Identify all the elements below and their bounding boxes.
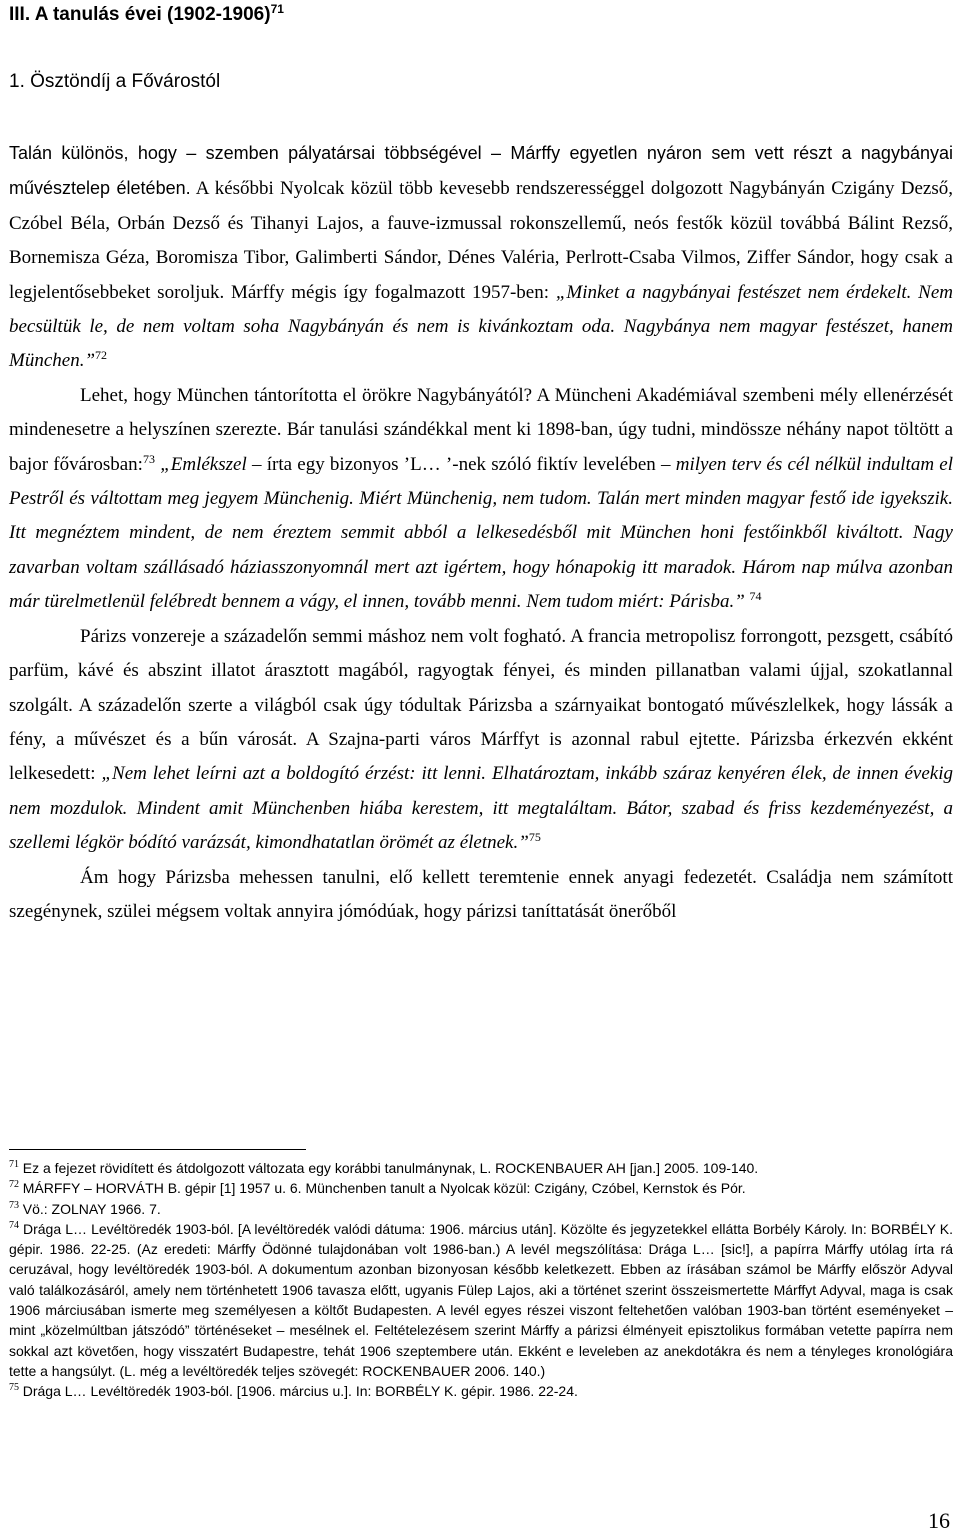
quote-emlekszel: „Emlékszel bbox=[154, 453, 247, 475]
page-number: 16 bbox=[928, 1508, 950, 1533]
footnotes bbox=[9, 1159, 953, 1403]
quote-marffy-1957: „Minket a nagybányai festészet nem érdekelt. Nem becsültük le, de nem voltam soha Nagybányán és nem is kivánkoztam oda. Nagybánya nem magyar festészet, hanem München.” bbox=[9, 281, 953, 372]
paragraph-2-body: Lehet, hogy München tántorította el örökre Nagybányától? A Müncheni Akadémiával szembeni mély ellenérzését mindenesetre a helyszínen szerezte. Bár tanulási szándékkal ment ki 1898-ban, úgy tudni, mindössze néhány napot töltött a bajor fővárosban: bbox=[9, 384, 953, 475]
chapter-title bbox=[9, 2, 284, 28]
chapter-footnote-ref: 71 bbox=[270, 2, 284, 16]
footnote-text: MÁRFFY ‒ HORVÁTH B. gépir [1] 1957 u. 6. Münchenben tanult a Nyolcak közül: Czigány, Czóbel, Kernstok és Pór. bbox=[22, 1180, 746, 1197]
footnote-text: Vö.: ZOLNAY 1966. 7. bbox=[22, 1200, 161, 1217]
quote-letter-munich: milyen terv és cél nélkül indultam el Pestről és váltottam meg jegyem Münchenig. Miért Münchenig, nem tudom. Talán mert minden magyar festő ide igyekszik. Itt megnéztem mindent, de nem éreztem semmit abból a lelkesedésből mit München honi festőinkből kiváltott. Nagy zavarban voltam szállásadó háziasszonyomnál mert azt igértem, hogy hónapokig itt maradok. Három nap múlva azonban már türelmetlenül felébredt bennem a vágy, el innen, tovább menni. Nem tudom miért: Párisba.” bbox=[9, 453, 953, 613]
footnote-74 bbox=[9, 1220, 953, 1382]
footnote-number: 73 bbox=[9, 1199, 19, 1211]
paragraph-1-lead: Talán különös, hogy ‒ szemben pályatársai többségével ‒ Márffy egyetlen nyáron sem vett részt a nagybányai művésztelep életében. bbox=[9, 143, 953, 199]
paragraph-3 bbox=[9, 620, 953, 861]
chapter-title-text: III. A tanulás évei (1902-1906) bbox=[9, 4, 271, 25]
paragraph-2 bbox=[9, 379, 953, 620]
paragraph-4: Ám hogy Párizsba mehessen tanulni, elő kellett teremtenie ennek anyagi fedezetét. Családja nem számított szegénynek, szülei mégsem voltak annyira jómódúak, hogy párizsi taníttatását önerőből bbox=[9, 866, 953, 922]
footnote-text: Drága L… Levéltöredék 1903-ból. [A levéltöredék valódi dátuma: 1906. március után]. Közölte és jegyzetekkel ellátta Borbély Károly. In: BORBÉLY K. gépir. 1986. 22-25. (Az eredeti: Márffy Ödönné tulajdonában volt 1986-ban.) A levél megszólítása: Drága L… [sic!], a papírra Márffy utólag írta rá ceruzával, hogy levéltöredék 1903-ból. A dokumentum azonban bizonyosan később keletkezett. Ebben az írásában számol be Márffy először Adyval való találkozásáról, amely nem történhetett 1906 tavasza előtt, ugyanis Fülep Lajos, aki a történet szerint összeismertette Márffyt Adyval, maga is csak 1906 márciusában ismerte meg személyesen a költőt Budapesten. A levél egyes részei viszont feltehetően valóban 1903-ban történt eseményeket ‒ mint „közelmúltban játszódó” történéseket ‒ mesélnek el. Feltételezésem szerint Márffy a párizsi élményeit episztolikus formában vetette papírra nem sokkal azt követően, hogy visszatért Budapestre, tehát 1906 szeptembere után. Ekként e leveleben az anekdotákra és nem a tényleges kronológiára tette a hangsúlyt. (L. még a levéltöredék teljes szövegét: ROCKENBAUER 2006. 140.) bbox=[9, 1220, 953, 1379]
body-text bbox=[9, 136, 953, 929]
footnote-text: Ez a fejezet rövidített és átdolgozott változata egy korábbi tanulmánynak, L. ROCKENBAUER AH [jan.] 2005. 109-140. bbox=[22, 1160, 759, 1176]
footnote-number: 74 bbox=[9, 1219, 19, 1231]
paragraph-2-interjection: ‒ írta egy bizonyos ’L… ’-nek szóló fiktív levelében ‒ bbox=[246, 453, 676, 475]
footnote-ref-74: 74 bbox=[749, 589, 762, 604]
footnote-73 bbox=[9, 1200, 953, 1220]
footnote-number: 71 bbox=[9, 1159, 19, 1170]
paragraph-1 bbox=[9, 136, 953, 379]
footnote-71 bbox=[9, 1159, 953, 1179]
footnote-number: 72 bbox=[9, 1179, 19, 1191]
footnote-separator bbox=[9, 1149, 306, 1150]
footnote-75 bbox=[9, 1382, 953, 1402]
footnote-text: Drága L… Levéltöredék 1903-ból. [1906. március u.]. In: BORBÉLY K. gépir. 1986. 22-24. bbox=[22, 1383, 578, 1400]
paragraph-3-body: Párizs vonzereje a századelőn semmi máshoz nem volt fogható. A francia metropolisz forrongott, pezsgett, csábító parfüm, kávé és abszint illatot árasztott magából, ragyogtak fényei, és minden pillanatban valami újjal, szokatlannal szolgált. A századelőn szerte a világból csak úgy tódultak Párizsba a szárnyaikat bontogató művészlelkek, hogy lássák a fény, a művészet és a bűn városát. A Szajna-parti város Márffyt is azonnal rabul ejtette. Párizsba érkezvén ekként lelkesedett: bbox=[9, 625, 953, 785]
section-title: 1. Ösztöndíj a Fővárostól bbox=[9, 71, 221, 92]
footnote-ref-73: 73 bbox=[142, 451, 155, 466]
footnote-72 bbox=[9, 1179, 953, 1199]
paragraph-1-body: A későbbi Nyolcak közül több kevesebb rendszerességgel dolgozott Nagybányán Czigány Dezső, Czóbel Béla, Orbán Dezső és Tihanyi Lajos, a fauve-izmussal rokonszellemű, neós festők közül továbbá Bálint Rezső, Bornemisza Géza, Boromisza Tibor, Galimberti Sándor, Dénes Valéria, Perlrott-Csaba Vilmos, Ziffer Sándor, hogy csak a legjelentősebbeket soroljuk. Márffy mégis így fogalmazott 1957-ben: bbox=[9, 178, 953, 303]
footnote-ref-72: 72 bbox=[95, 348, 108, 363]
footnote-ref-75: 75 bbox=[528, 830, 541, 845]
footnote-number: 75 bbox=[9, 1382, 19, 1394]
quote-letter-paris: „Nem lehet leírni azt a boldogító érzést: itt lenni. Elhatároztam, inkább száraz kenyéren élek, de innen évekig nem mozdulok. Mindent amit Münchenben hiába kerestem, itt megtaláltam. Bátor, szabad és friss kezdeményezést, a szellemi légkör bódító varázsát, kimondhatatlan örömét az életnek.” bbox=[9, 763, 953, 854]
